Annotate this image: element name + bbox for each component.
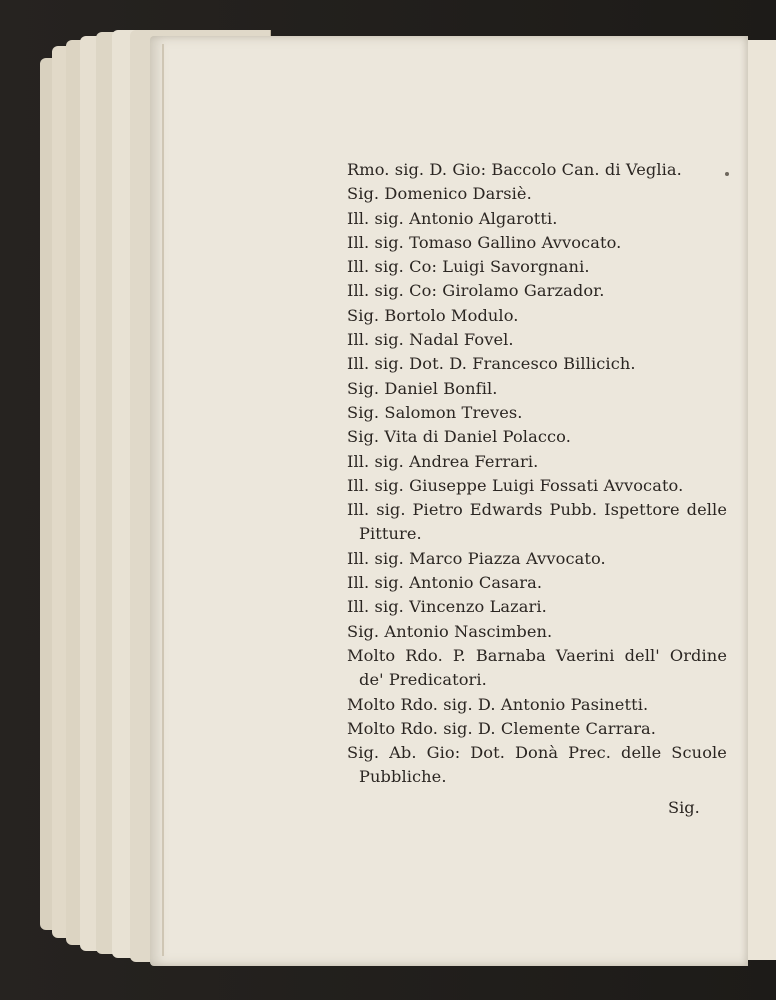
list-entry: Sig. Vita di Daniel Polacco. <box>347 427 571 447</box>
list-entry: Ill. sig. Antonio Algarotti. <box>347 208 558 228</box>
list-entry: Sig. Domenico Darsiè. <box>347 184 532 204</box>
list-entry: Molto Rdo. P. Barnaba Vaerini dell' Ordine de' Predicatori. <box>347 645 727 690</box>
list-entry: Ill. sig. Giuseppe Luigi Fossati Avvocato. <box>347 475 684 495</box>
list-entry: Molto Rdo. sig. D. Clemente Carrara. <box>347 718 657 738</box>
list-entry: Sig. Bortolo Modulo. <box>347 305 519 325</box>
list-entry: Ill. sig. Nadal Fovel. <box>347 330 514 350</box>
facing-page-edge <box>744 40 776 960</box>
list-entry: Rmo. sig. D. Gio: Baccolo Can. di Veglia. <box>347 160 682 179</box>
list-entry: Sig. Salomon Treves. <box>347 402 523 422</box>
list-entry: Ill. sig. Pietro Edwards Pubb. Ispettore delle Pitture. <box>347 500 727 544</box>
list-entry: Sig. Antonio Nascimben. <box>347 621 553 641</box>
subscriber-list <box>347 158 727 790</box>
list-entry: Ill. sig. Marco Piazza Avvocato. <box>347 548 606 568</box>
list-entry: Ill. sig. Co: Girolamo Garzador. <box>347 281 605 301</box>
list-entry: Ill. sig. Tomaso Gallino Avvocato. <box>347 232 622 252</box>
list-entry: Ill. sig. Dot. D. Francesco Billicich. <box>347 354 636 374</box>
list-entry: Ill. sig. Co: Luigi Savorgnani. <box>347 257 590 277</box>
list-entry: Ill. sig. Andrea Ferrari. <box>347 451 539 471</box>
list-entry: Ill. sig. Vincenzo Lazari. <box>347 597 547 617</box>
list-entry: Sig. Ab. Gio: Dot. Donà Prec. delle Scuole Pubbliche. <box>347 743 727 787</box>
list-entry: Molto Rdo. sig. D. Antonio Pasinetti. <box>347 694 649 714</box>
catchword: Sig. <box>668 798 700 817</box>
list-entry: Sig. Daniel Bonfil. <box>347 378 498 398</box>
list-entry: Ill. sig. Antonio Casara. <box>347 573 543 593</box>
page-fold <box>162 44 164 956</box>
